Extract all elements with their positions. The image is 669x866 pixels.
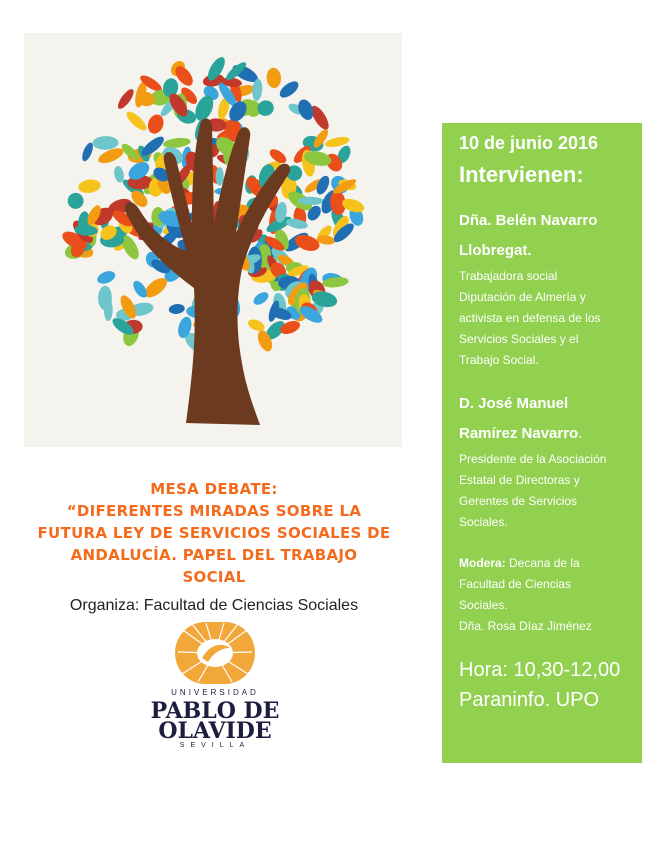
- logo-universidad: UNIVERSIDAD: [171, 688, 259, 697]
- speakers-heading: Intervienen:: [459, 162, 584, 187]
- moderator-text-1: Decana de la: [505, 556, 580, 570]
- speaker-2-name-line-1: D. José Manuel: [459, 395, 569, 412]
- debate-title: [20, 478, 408, 588]
- speaker-1-name-line-1: Dña. Belén Navarro: [459, 212, 598, 229]
- hand-leaf: [168, 303, 185, 315]
- hand-leaf: [104, 299, 113, 321]
- title-line-4: ANDALUCÍA. PAPEL DEL TRABAJO: [70, 546, 358, 564]
- hand-leaf: [216, 167, 224, 186]
- title-line-2: “DIFERENTES MIRADAS SOBRE LA: [66, 502, 362, 520]
- speaker-1-role-3: activista en defensa de los: [459, 311, 601, 325]
- tree-illustration: [24, 33, 402, 447]
- speaker-2-role-1: Presidente de la Asociación: [459, 452, 607, 466]
- event-date: 10 de junio 2016: [459, 133, 599, 153]
- moderator-label: Modera:: [459, 556, 506, 570]
- speaker-2-name-tail: .: [578, 425, 583, 442]
- speaker-2-role-3: Gerentes de Servicios: [459, 494, 578, 508]
- speaker-1-role-5: Trabajo Social.: [459, 353, 539, 367]
- moderator-line-1: [459, 553, 642, 574]
- info-panel: [442, 123, 642, 763]
- hand-leaf: [266, 67, 282, 89]
- speaker-1-role-1: Trabajadora social: [459, 269, 558, 283]
- hand-leaf: [124, 109, 149, 133]
- sun-emblem-icon: [150, 622, 280, 688]
- speaker-1-role-2: Diputación de Almería y: [459, 290, 586, 304]
- speaker-2-surname: Ramírez Navarro: [459, 425, 579, 442]
- tree-of-hands-image: [24, 33, 402, 447]
- moderator-line-3: Sociales.: [459, 598, 508, 612]
- hand-leaf: [115, 87, 136, 111]
- hand-leaf: [255, 98, 275, 118]
- speaker-2-role-2: Estatal de Directoras y: [459, 473, 580, 487]
- hand-leaf: [95, 269, 117, 286]
- speaker-2-role-4: Sociales.: [459, 515, 508, 529]
- event-venue: Paraninfo. UPO: [459, 689, 600, 711]
- hand-leaf: [66, 191, 85, 211]
- speaker-1-name-line-2: Llobregat.: [459, 242, 532, 259]
- logo-name-line-1: PABLO DE: [150, 698, 280, 724]
- event-time: Hora: 10,30-12,00: [459, 659, 621, 681]
- hand-leaf: [92, 136, 118, 150]
- speaker-2-name-line-2: [459, 419, 642, 449]
- university-logo: [150, 622, 280, 750]
- title-line-5: SOCIAL: [182, 568, 246, 586]
- hand-leaf: [251, 289, 270, 307]
- speaker-1-role-4: Servicios Sociales y el: [459, 332, 579, 346]
- title-line-1: MESA DEBATE:: [150, 480, 278, 498]
- logo-name-line-2: OLAVIDE: [158, 718, 272, 744]
- logo-city: SEVILLA: [179, 742, 251, 749]
- moderator-line-4: Dña. Rosa Díaz Jiménez: [459, 619, 592, 633]
- hand-leaf: [77, 178, 101, 194]
- organizer-text: Organiza: Facultad de Ciencias Sociales: [69, 597, 359, 614]
- moderator-line-2: Facultad de Ciencias: [459, 577, 572, 591]
- title-line-3: FUTURA LEY DE SERVICIOS SOCIALES DE: [37, 524, 391, 542]
